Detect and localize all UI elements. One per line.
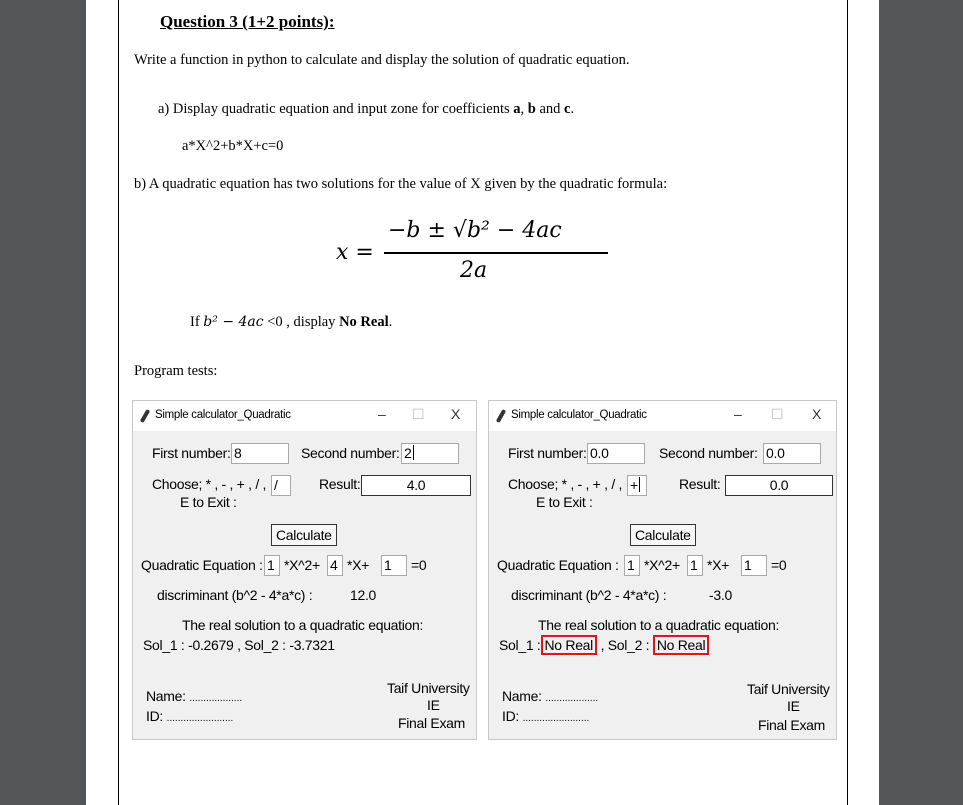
close-button[interactable]: X <box>812 406 822 422</box>
sol2-label: , Sol_2 : <box>237 637 286 653</box>
solution-header: The real solution to a quadratic equation: <box>538 617 780 633</box>
footer-university: Taif University <box>387 680 470 696</box>
name-label: Name: <box>146 688 186 704</box>
operator-input[interactable]: / <box>271 475 291 496</box>
equals-zero-label: =0 <box>771 557 787 573</box>
result-field: 4.0 <box>361 475 471 496</box>
footer-exam: Final Exam <box>398 715 466 731</box>
second-number-label: Second number: <box>301 445 400 461</box>
if-condition-line <box>190 314 392 331</box>
result-label: Result: <box>319 476 361 492</box>
calculator-window-2 <box>488 400 837 740</box>
coef-c-input[interactable]: 1 <box>381 555 407 576</box>
sol2-value: No Real <box>653 635 709 655</box>
choose-label: Choose; * , - , + , / , <box>508 476 623 492</box>
footer-dept: IE <box>427 697 440 713</box>
question-intro: Write a function in python to calculate and display the solution of quadratic equation. <box>134 52 630 68</box>
formula-denominator: 2a <box>460 258 488 283</box>
sol1-value: -0.2679 <box>188 637 234 653</box>
x-label: *X+ <box>707 557 730 573</box>
formula-lhs: x = <box>336 240 374 265</box>
first-number-input[interactable]: 0.0 <box>587 443 645 464</box>
id-dots: ........................ <box>166 713 234 724</box>
feather-icon <box>496 409 506 423</box>
x-label: *X+ <box>347 557 370 573</box>
program-tests-label: Program tests: <box>134 363 218 379</box>
item-a-end: . <box>570 101 575 117</box>
x2-label: *X^2+ <box>284 557 320 573</box>
exit-label: E to Exit : <box>180 494 237 510</box>
discriminant-label: discriminant (b^2 - 4*a*c) : <box>157 587 313 603</box>
coef-b: b <box>527 101 536 117</box>
discriminant-value: 12.0 <box>350 587 377 603</box>
text-caret <box>639 477 640 492</box>
sol1-label: Sol_1 : <box>499 637 541 653</box>
minimize-button[interactable]: – <box>734 406 742 422</box>
window-title: Simple calculator_Quadratic <box>155 409 291 421</box>
coef-a-input[interactable]: 1 <box>624 555 640 576</box>
id-dots: ........................ <box>522 713 590 724</box>
second-number-label: Second number: <box>659 445 758 461</box>
coef-a: a <box>513 101 521 117</box>
sol1-value: No Real <box>541 635 597 655</box>
coef-a-input[interactable]: 1 <box>264 555 280 576</box>
solution-line <box>143 637 335 653</box>
first-number-label: First number: <box>508 445 587 461</box>
quadratic-equation-label: Quadratic Equation : <box>141 557 263 573</box>
second-number-value: 2 <box>404 445 412 461</box>
item-a-text: a) Display quadratic equation and input zone for coefficients <box>158 101 514 117</box>
first-number-input[interactable]: 8 <box>231 443 289 464</box>
id-line <box>502 708 589 724</box>
second-number-input[interactable]: 0.0 <box>763 443 821 464</box>
if-math: b² − 4ac <box>203 314 264 330</box>
x2-label: *X^2+ <box>644 557 680 573</box>
formula-numerator: −b ± √b² − 4ac <box>388 218 562 243</box>
maximize-button[interactable]: ☐ <box>771 406 784 422</box>
close-button[interactable]: X <box>451 406 461 422</box>
if-end: . <box>388 314 393 330</box>
sol2-value: -3.7321 <box>289 637 335 653</box>
question-title: Question 3 (1+2 points): <box>160 12 335 31</box>
calculate-button[interactable]: Calculate <box>630 524 696 546</box>
second-number-input[interactable] <box>401 443 459 464</box>
footer-exam: Final Exam <box>758 717 826 733</box>
calculator-window-1 <box>132 400 477 740</box>
maximize-button[interactable]: ☐ <box>412 406 425 422</box>
if-pre: If <box>190 314 204 330</box>
coef-c-input[interactable]: 1 <box>741 555 767 576</box>
equals-zero-label: =0 <box>411 557 427 573</box>
name-dots: ................... <box>189 693 243 704</box>
solution-line <box>499 637 709 653</box>
id-label: ID: <box>502 708 519 724</box>
quadratic-equation-label: Quadratic Equation : <box>497 557 619 573</box>
sol1-label: Sol_1 : <box>143 637 185 653</box>
exit-label: E to Exit : <box>536 494 593 510</box>
if-mid: <0 , display <box>263 314 340 330</box>
name-label: Name: <box>502 688 542 704</box>
name-dots: ................... <box>545 693 599 704</box>
discriminant-label: discriminant (b^2 - 4*a*c) : <box>511 587 667 603</box>
window-titlebar <box>489 401 836 431</box>
discriminant-value: -3.0 <box>709 587 732 603</box>
formula-fraction-bar <box>384 252 608 254</box>
operator-value: + <box>630 477 638 493</box>
window-title: Simple calculator_Quadratic <box>511 409 647 421</box>
sol2-label: , Sol_2 : <box>600 637 650 653</box>
if-bold: No Real <box>339 314 389 330</box>
item-a <box>158 101 574 118</box>
choose-label: Choose; * , - , + , / , <box>152 476 267 492</box>
coef-b-input[interactable]: 4 <box>327 555 343 576</box>
id-label: ID: <box>146 708 163 724</box>
item-b: b) A quadratic equation has two solutions for the value of X given by the quadratic formula: <box>134 176 668 192</box>
first-number-label: First number: <box>152 445 231 461</box>
name-line <box>502 688 598 704</box>
text-caret <box>413 445 414 460</box>
operator-input[interactable] <box>627 475 647 496</box>
equation-plain: a*X^2+b*X+c=0 <box>182 138 284 154</box>
coef-c: c <box>564 101 571 117</box>
calculate-button[interactable]: Calculate <box>271 524 337 546</box>
solution-header: The real solution to a quadratic equation: <box>182 617 424 633</box>
item-a-sep1: , <box>520 101 528 117</box>
result-field: 0.0 <box>725 475 833 496</box>
result-label: Result: <box>679 476 721 492</box>
name-line <box>146 688 242 704</box>
footer-university: Taif University <box>747 681 830 697</box>
feather-icon <box>140 409 150 423</box>
coef-b-input[interactable]: 1 <box>687 555 703 576</box>
item-a-sep2: and <box>535 101 565 117</box>
minimize-button[interactable]: – <box>378 406 386 422</box>
id-line <box>146 708 233 724</box>
footer-dept: IE <box>787 698 800 714</box>
window-titlebar <box>133 401 476 431</box>
